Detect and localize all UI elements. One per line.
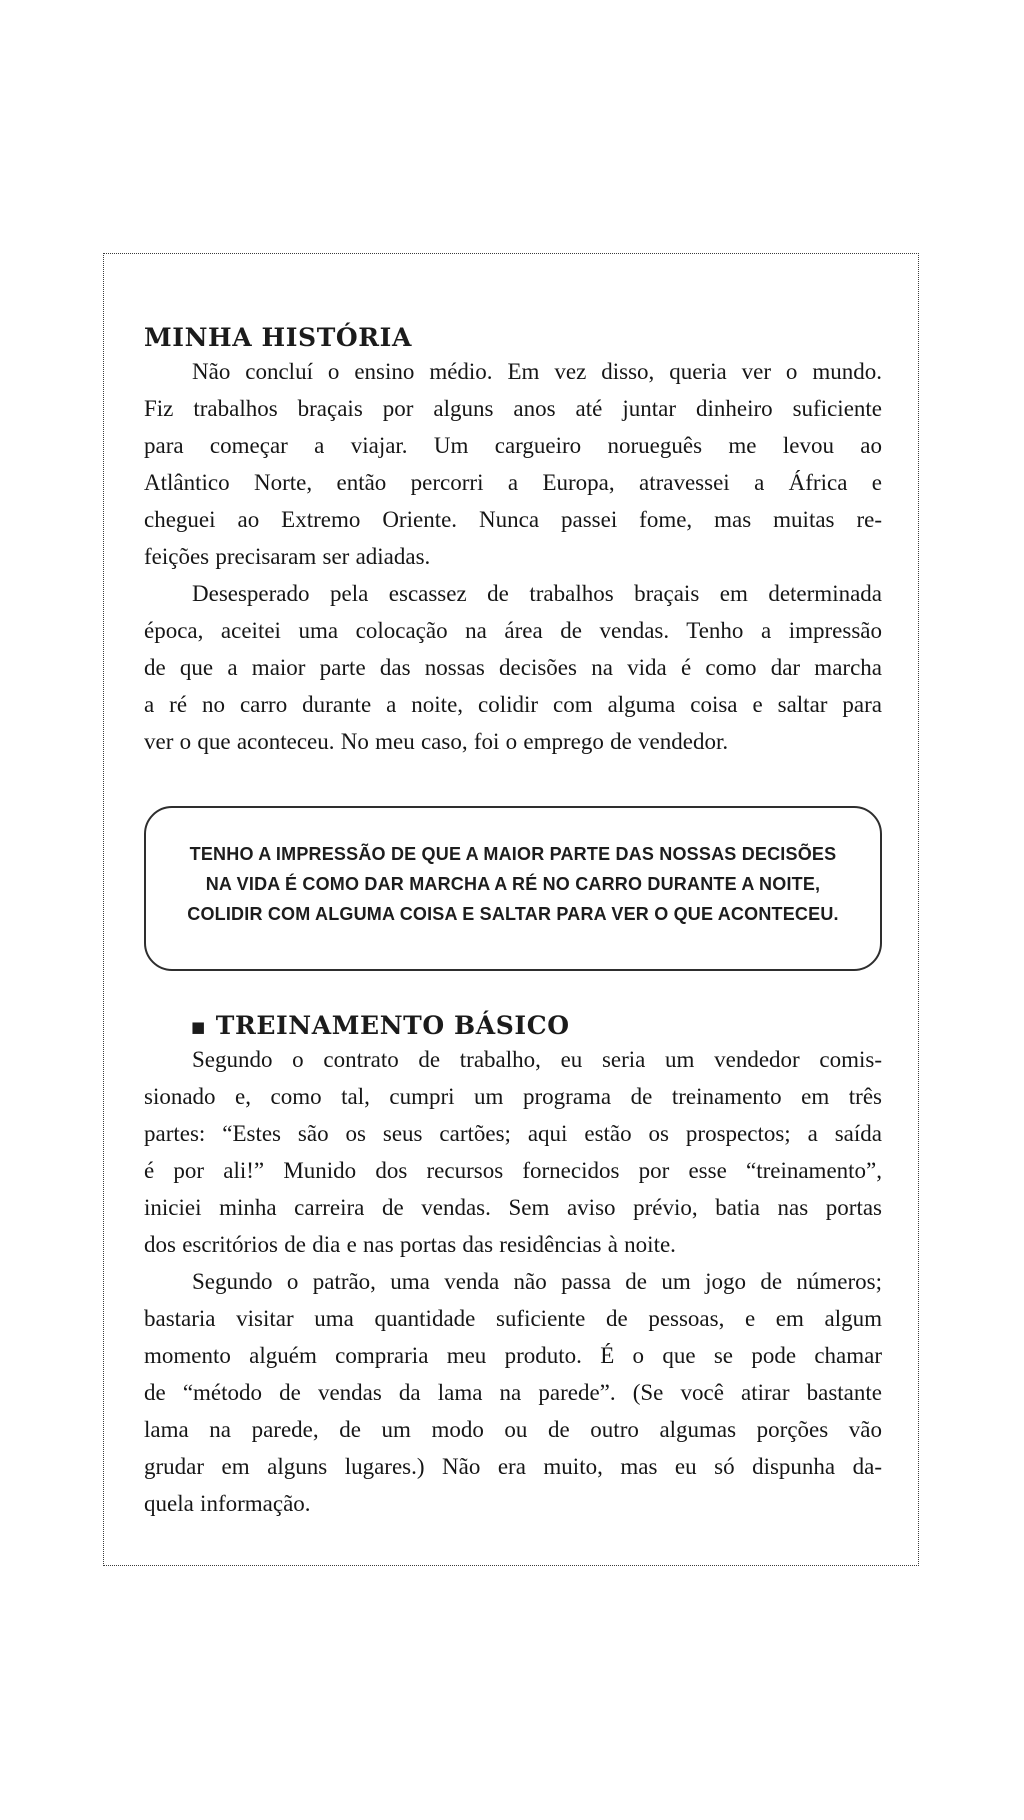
text-line: é por ali!” Munido dos recursos fornecidos por esse “treinamento”,	[144, 1158, 882, 1183]
paragraph-3	[144, 1041, 882, 1263]
text-line: cheguei ao Extremo Oriente. Nunca passei fome, mas muitas re-	[144, 507, 882, 532]
text-line: Não concluí o ensino médio. Em vez disso, queria ver o mundo.	[192, 359, 882, 384]
text-line: dos escritórios de dia e nas portas das residências à noite.	[144, 1232, 676, 1257]
text-line: Atlântico Norte, então percorri a Europa, atravessei a África e	[144, 470, 882, 495]
pull-quote-box	[144, 806, 882, 971]
text-line: bastaria visitar uma quantidade suficiente de pessoas, e em algum	[144, 1306, 882, 1331]
text-line: sionado e, como tal, cumpri um programa de treinamento em três	[144, 1084, 882, 1109]
text-line: Segundo o patrão, uma venda não passa de um jogo de números;	[192, 1269, 882, 1294]
text-line: Fiz trabalhos braçais por alguns anos até juntar dinheiro suficiente	[144, 396, 882, 421]
quote-line: COLIDIR COM ALGUMA COISA E SALTAR PARA VER O QUE ACONTECEU.	[187, 904, 839, 924]
text-line: lama na parede, de um modo ou de outro algumas porções vão	[144, 1417, 882, 1442]
text-line: a ré no carro durante a noite, colidir com alguma coisa e saltar para	[144, 692, 882, 717]
text-line: Segundo o contrato de trabalho, eu seria um vendedor comis-	[192, 1047, 882, 1072]
text-line: Desesperado pela escassez de trabalhos braçais em determinada	[192, 581, 882, 606]
text-line: iniciei minha carreira de vendas. Sem aviso prévio, batia nas portas	[144, 1195, 882, 1220]
paragraph-2	[144, 575, 882, 760]
text-line: grudar em alguns lugares.) Não era muito, mas eu só dispunha da-	[144, 1454, 882, 1479]
square-bullet-icon: ■	[191, 1017, 206, 1036]
text-line: partes: “Estes são os seus cartões; aqui estão os prospectos; a saída	[144, 1121, 882, 1146]
quote-line: NA VIDA É COMO DAR MARCHA A RÉ NO CARRO DURANTE A NOITE,	[205, 874, 821, 894]
paragraph-4	[144, 1263, 882, 1522]
quote-line: TENHO A IMPRESSÃO DE QUE A MAIOR PARTE DAS NOSSAS DECISÕES	[189, 844, 837, 864]
section-heading-label: TREINAMENTO BÁSICO	[215, 1011, 570, 1040]
text-line: época, aceitei uma colocação na área de vendas. Tenho a impressão	[144, 618, 882, 643]
dotted-border-frame	[103, 253, 919, 1566]
text-line: de que a maior parte das nossas decisões na vida é como dar marcha	[144, 655, 882, 680]
paragraph-1	[144, 353, 882, 575]
text-line: quela informação.	[144, 1491, 311, 1516]
chapter-heading: MINHA HISTÓRIA	[144, 323, 412, 352]
section-heading	[191, 1011, 882, 1041]
text-line: momento alguém compraria meu produto. É o que se pode chamar	[144, 1343, 882, 1368]
text-line: feições precisaram ser adiadas.	[144, 544, 431, 569]
text-line: de “método de vendas da lama na parede”. (Se você atirar bastante	[144, 1380, 882, 1405]
text-line: para começar a viajar. Um cargueiro norueguês me levou ao	[144, 433, 882, 458]
text-line: ver o que aconteceu. No meu caso, foi o emprego de vendedor.	[144, 729, 729, 754]
